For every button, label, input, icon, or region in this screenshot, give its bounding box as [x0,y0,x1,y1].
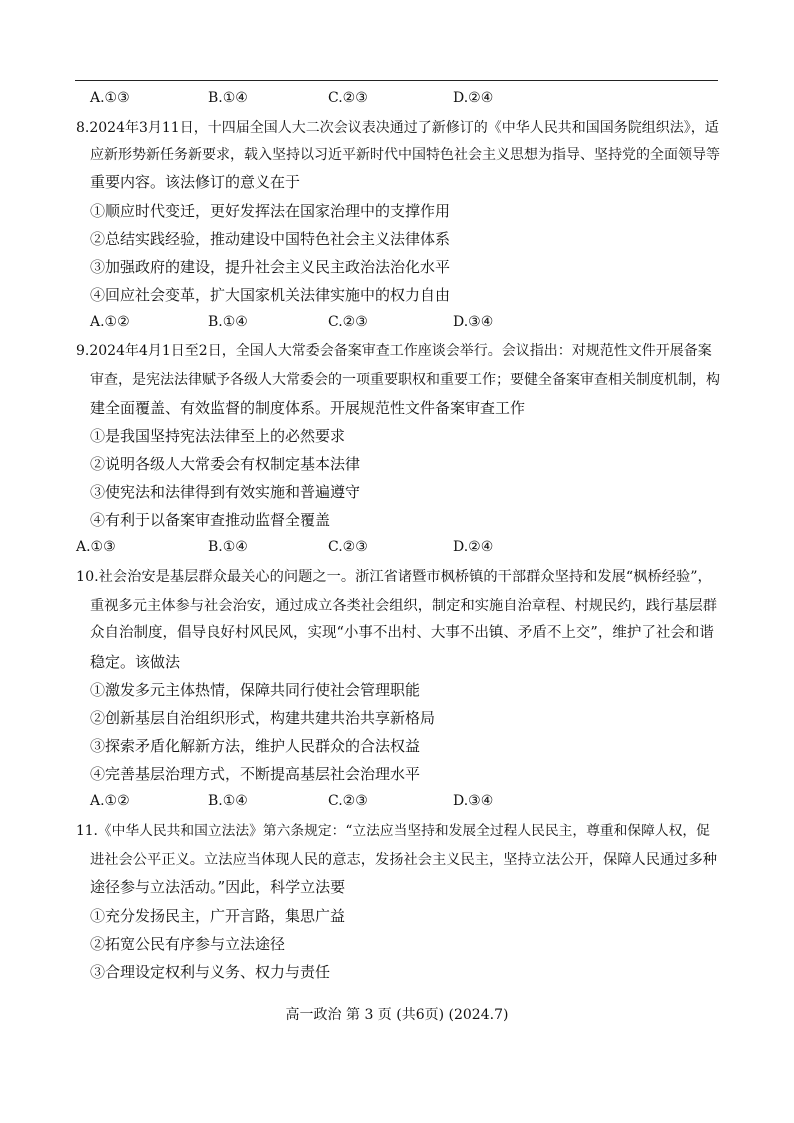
q8-item-3: ③加强政府的建设，提升社会主义民主政治法治化水平 [90,258,451,276]
q7-option-c: C.②③ [328,90,368,106]
q9-option-c: C.②③ [328,539,368,555]
q11-item-2: ②拓宽公民有序参与立法途径 [90,935,286,953]
q9-option-d: D.②④ [453,539,494,555]
q9-stem-line-2: 审查，是宪法法律赋予各级人大常委会的一项重要职权和重要工作；要健全备案审查相关制度机制，构 [90,372,720,388]
q9-option-b: B.①④ [208,539,248,555]
q10-option-c: C.②③ [328,793,368,809]
q10-stem-line-3: 众自治制度，倡导良好村风民风，实现“小事不出村、大事不出镇、矛盾不上交”，维护了社会和谐 [90,625,714,641]
q10-stem-line-2: 重视多元主体参与社会治安，通过成立各类社会组织，制定和实施自治章程、村规民约，践行基层群 [90,598,718,614]
q7-option-b: B.①④ [208,90,248,106]
page-footer: 高一政治 第 3 页 (共6页) (2024.7) [285,1007,509,1023]
q9-stem-line-1: 9.2024年4月1日至2日，全国人大常委会备案审查工作座谈会举行。会议指出：对规范性文件开展备案 [76,343,712,359]
q8-item-4: ④回应社会变革，扩大国家机关法律实施中的权力自由 [90,286,451,304]
q8-stem-line-3: 重要内容。该法修订的意义在于 [90,173,301,191]
q10-item-1: ①激发多元主体热情，保障共同行使社会管理职能 [90,681,421,699]
q7-option-d: D.②④ [453,90,494,106]
q11-item-3: ③合理设定权利与义务、权力与责任 [90,963,331,981]
q8-option-b: B.①④ [208,314,248,330]
q11-stem-line-2: 进社会公平正义。立法应当体现人民的意志，发扬社会主义民主，坚持立法公开，保障人民通过多种 [90,852,718,868]
q8-stem-line-1: 8.2024年3月11日，十四届全国人大二次会议表决通过了新修订的《中华人民共和国国务院组织法》，适 [76,120,719,136]
q9-item-1: ①是我国坚持宪法法律至上的必然要求 [90,427,346,445]
q8-item-1: ①顺应时代变迁，更好发挥法在国家治理中的支撑作用 [90,202,451,220]
q7-option-a: A.①③ [90,90,130,106]
q10-item-3: ③探索矛盾化解新方法，维护人民群众的合法权益 [90,737,421,755]
q8-option-c: C.②③ [328,314,368,330]
q10-option-d: D.③④ [453,793,494,809]
q10-stem-line-1: 10.社会治安是基层群众最关心的问题之一。浙江省诸暨市枫桥镇的干部群众坚持和发展“枫桥经验”， [76,569,712,585]
q9-item-3: ③使宪法和法律得到有效实施和普遍遵守 [90,483,361,501]
q9-item-2: ②说明各级人大常委会有权制定基本法律 [90,455,361,473]
top-rule [75,80,718,81]
q8-option-d: D.③④ [453,314,494,330]
q8-stem-line-2: 应新形势新任务新要求，载入坚持以习近平新时代中国特色社会主义思想为指导、坚持党的全面领导等 [90,147,720,163]
q10-option-b: B.①④ [208,793,248,809]
q10-item-4: ④完善基层治理方式，不断提高基层社会治理水平 [90,765,421,783]
q9-item-4: ④有利于以备案审查推动监督全覆盖 [90,511,331,529]
q9-option-a: A.①③ [76,539,116,555]
q9-stem-line-3: 建全面覆盖、有效监督的制度体系。开展规范性文件备案审查工作 [90,399,526,417]
q10-option-a: A.①② [90,793,130,809]
q11-stem-line-3: 途径参与立法活动。”因此，科学立法要 [90,878,346,896]
q8-option-a: A.①② [90,314,130,330]
q11-stem-line-1: 11.《中华人民共和国立法法》第六条规定：“立法应当坚持和发展全过程人民民主，尊重和保障人权，促 [76,823,710,839]
q11-item-1: ①充分发扬民主，广开言路，集思广益 [90,907,346,925]
q10-stem-line-4: 稳定。该做法 [90,653,181,671]
q8-item-2: ②总结实践经验，推动建设中国特色社会主义法律体系 [90,230,451,248]
q10-item-2: ②创新基层自治组织形式，构建共建共治共享新格局 [90,709,436,727]
